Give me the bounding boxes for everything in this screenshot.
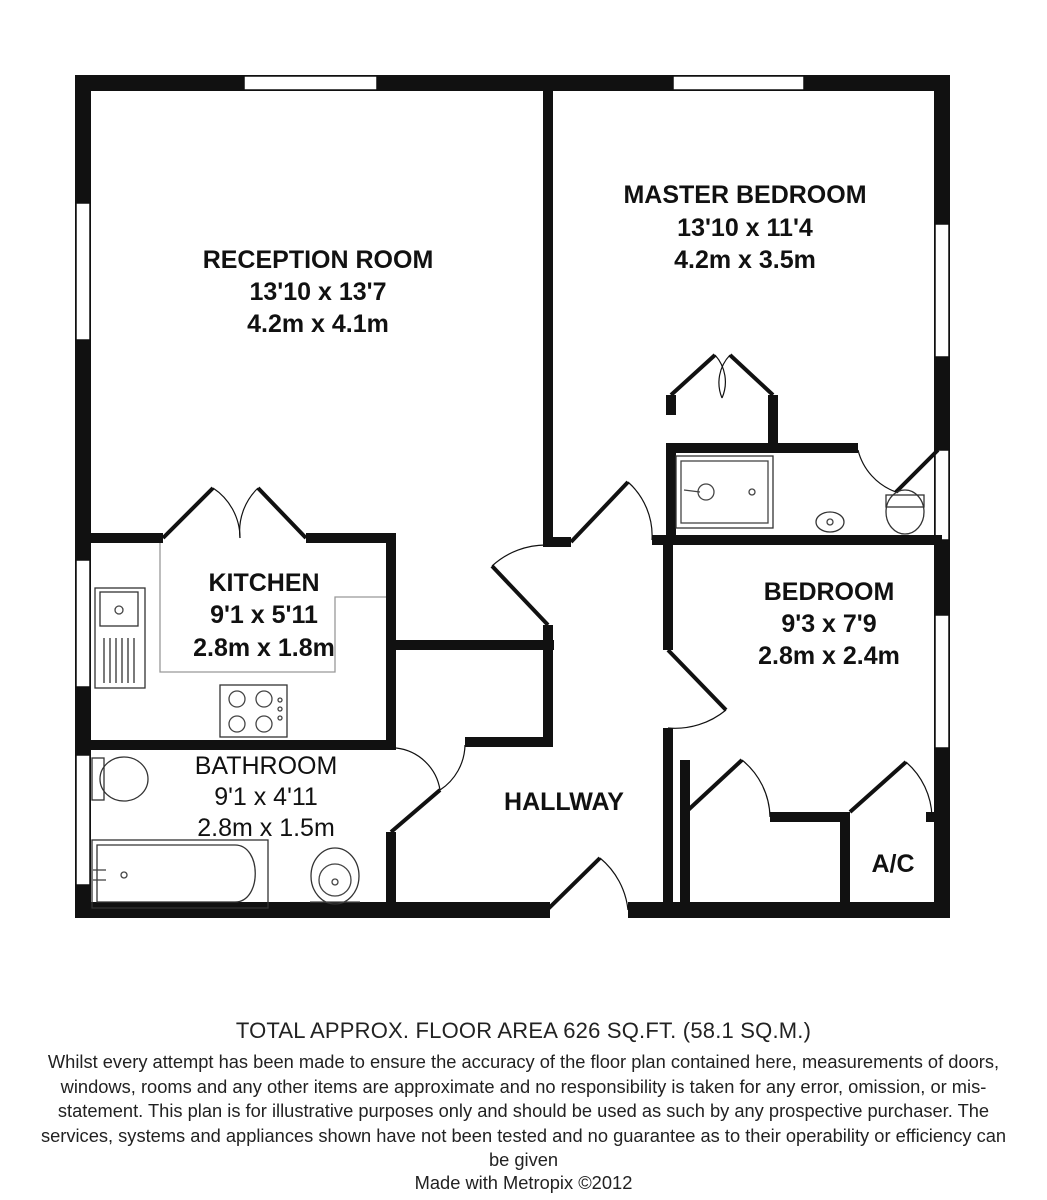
credit-text: Made with Metropix ©2012 (414, 1172, 633, 1193)
bathroom-basin (310, 848, 360, 904)
ensuite-shower (676, 456, 773, 528)
total-floor-area: TOTAL APPROX. FLOOR AREA 626 SQ.FT. (58.1 SQ.M.) (235, 1018, 812, 1043)
ensuite-basin (816, 512, 844, 532)
kitchen-name: KITCHEN (208, 569, 320, 597)
ac-label: A/C (871, 850, 915, 878)
bathroom-imperial: 9'1 x 4'11 (214, 783, 318, 811)
hallway-name: HALLWAY (504, 788, 624, 816)
room-labels (193, 181, 914, 878)
ensuite-toilet (886, 490, 924, 534)
master-bedroom-imperial: 13'10 x 11'4 (677, 214, 813, 242)
reception-room-name: RECEPTION ROOM (202, 246, 434, 274)
bedroom-metric: 2.8m x 2.4m (758, 642, 900, 670)
kitchen-metric: 2.8m x 1.8m (193, 634, 335, 662)
kitchen-hob (220, 685, 287, 737)
bathtub (92, 840, 268, 908)
kitchen-imperial: 9'1 x 5'11 (210, 601, 318, 629)
master-bedroom-name: MASTER BEDROOM (623, 181, 867, 209)
disclaimer-text: Whilst every attempt has been made to ensure the accuracy of the floor plan contained here, measurements of doors, windows, rooms and any other items are approximate and no responsibility is taken for any error, omission, or mis-statement. This plan is for illustrative purposes only and should be used as such by any prospective purchaser. The services, systems and appliances shown have not been tested and no guarantee as to their operability or efficiency can be given (40, 1051, 1007, 1170)
master-bedroom-metric: 4.2m x 3.5m (674, 246, 816, 274)
reception-room-imperial: 13'10 x 13'7 (249, 278, 387, 306)
bedroom-imperial: 9'3 x 7'9 (781, 610, 877, 638)
bedroom-name: BEDROOM (763, 578, 895, 606)
bathroom-toilet (92, 757, 148, 801)
bathroom-name: BATHROOM (194, 752, 338, 780)
bathroom-metric: 2.8m x 1.5m (197, 814, 335, 842)
reception-room-metric: 4.2m x 4.1m (247, 310, 389, 338)
